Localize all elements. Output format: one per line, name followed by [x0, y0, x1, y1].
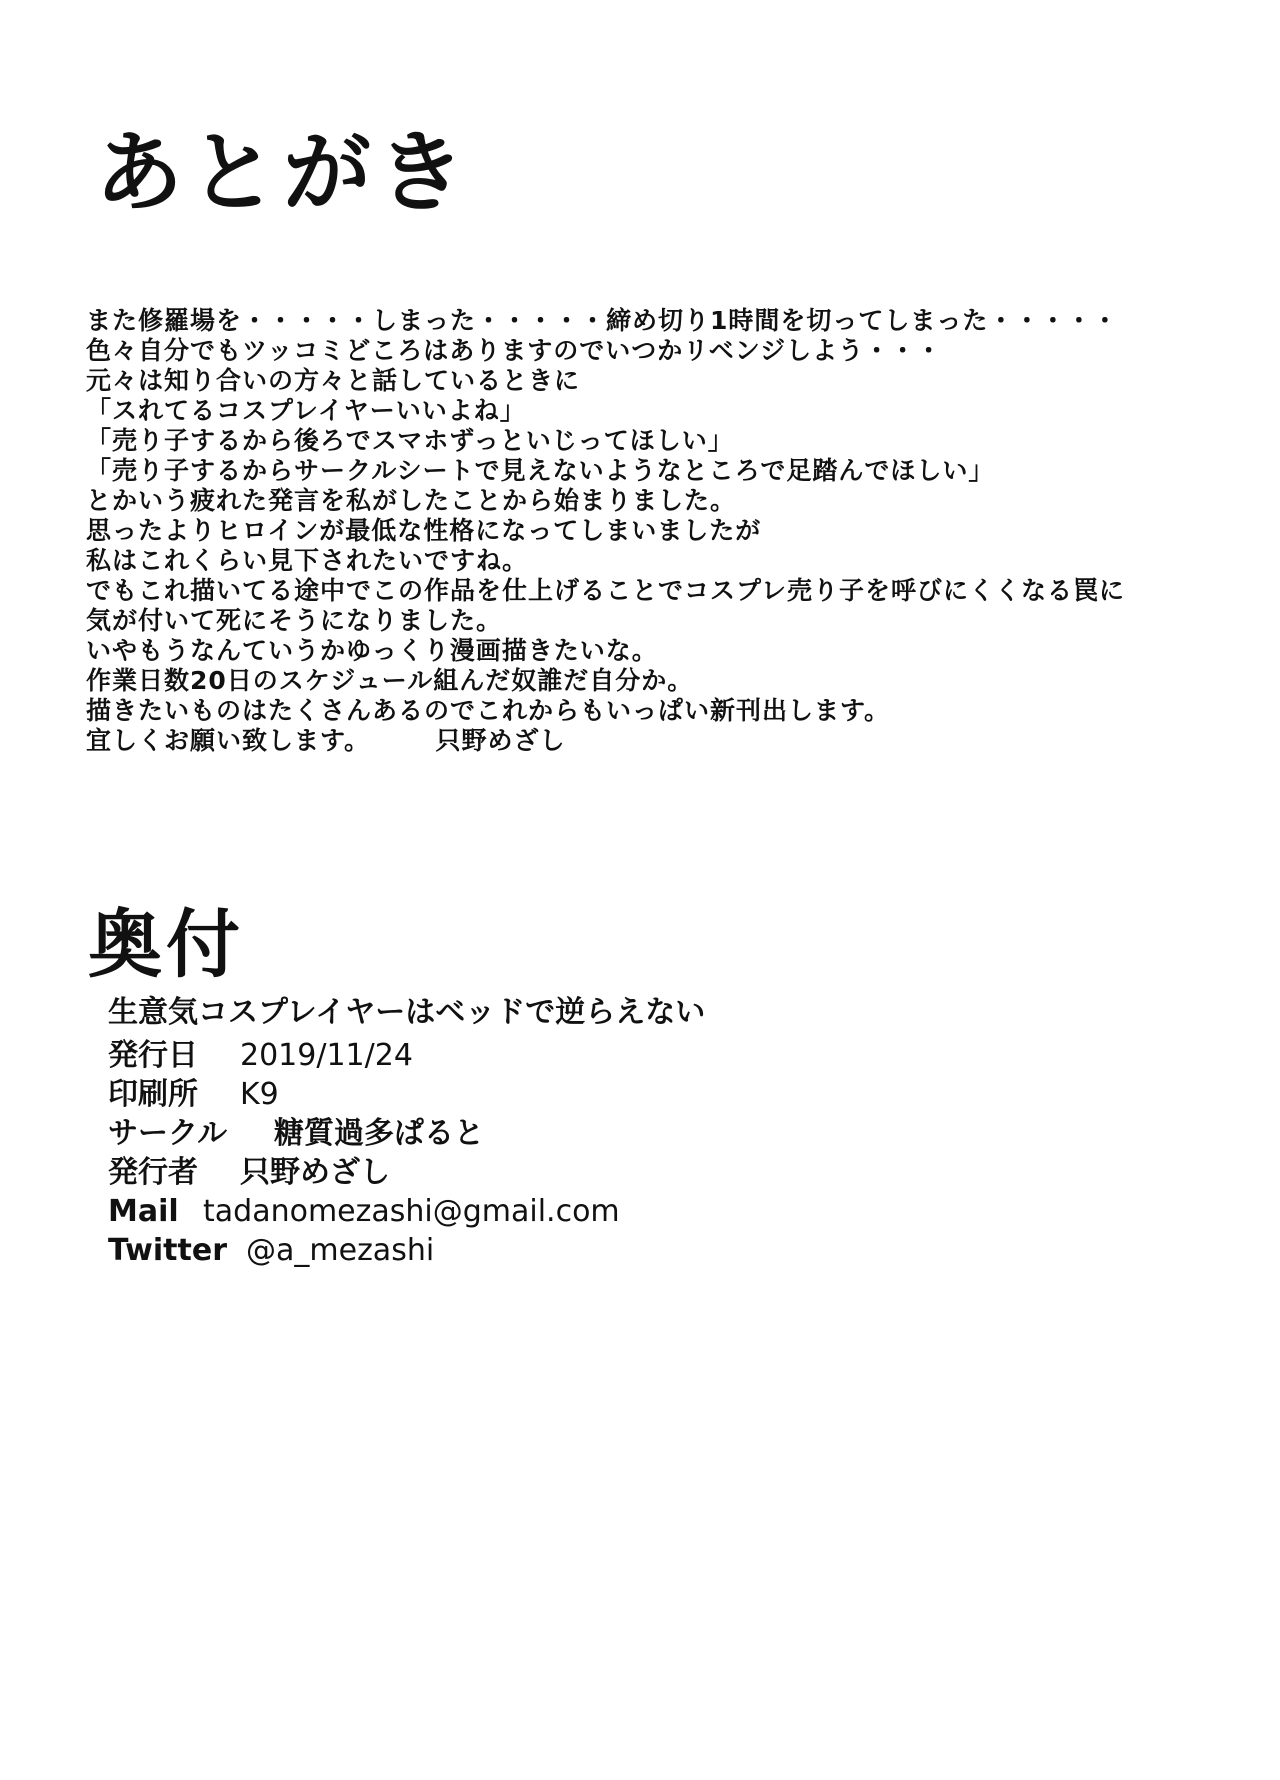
twitter-label: Twitter: [108, 1233, 227, 1268]
publish-date-label: 発行日: [108, 1038, 198, 1073]
afterword-line: 宜しくお願い致します。 只野めざし: [86, 726, 566, 755]
circle-value: 糖質過多ぱると: [274, 1116, 484, 1151]
afterword-line: とかいう疲れた発言を私がしたことから始まりました。: [86, 486, 737, 515]
afterword-line: 元々は知り合いの方々と話しているときに: [86, 366, 581, 395]
afterword-line: 思ったよりヒロインが最低な性格になってしまいましたが: [86, 516, 762, 545]
afterword-line: 色々自分でもツッコミどころはありますのでいつかリベンジしよう・・・: [86, 336, 943, 365]
publisher-label: 発行者: [108, 1155, 198, 1190]
mail-address: tadanomezashi@gmail.com: [203, 1194, 620, 1229]
afterword-line: いやもうなんていうかゆっくり漫画描きたいな。: [86, 636, 658, 665]
afterword-line: でもこれ描いてる途中でこの作品を仕上げることでコスプレ売り子を呼びにくくなる罠に: [86, 576, 1126, 605]
afterword-line: 描きたいものはたくさんあるのでこれからもいっぱい新刊出します。: [86, 696, 891, 725]
mail-row: [108, 1192, 620, 1231]
afterword-heading: あとがき: [95, 120, 472, 224]
circle-row: [108, 1114, 620, 1153]
printer-row: [108, 1075, 620, 1114]
colophon-heading: 奥付: [88, 902, 244, 988]
publisher-row: [108, 1153, 620, 1192]
afterword-line: 「売り子するから後ろでスマホずっといじってほしい」: [86, 426, 734, 455]
colophon-list: [108, 1036, 620, 1270]
afterword-line: 気が付いて死にそうになりました。: [86, 606, 503, 635]
afterword-line: 「売り子するからサークルシートで見えないようなところで足踏んでほしい」: [86, 456, 995, 485]
circle-label: サークル: [108, 1116, 228, 1151]
afterword-line: 私はこれくらい見下されたいですね。: [86, 546, 529, 575]
afterword-body: [86, 306, 1226, 756]
afterword-line: 「スれてるコスプレイヤーいいよね」: [86, 396, 526, 425]
twitter-handle: @a_mezashi: [246, 1233, 435, 1268]
printer-label: 印刷所: [108, 1077, 198, 1112]
publish-date-value: 2019/11/24: [240, 1038, 413, 1073]
book-title: 生意気コスプレイヤーはベッドで逆らえない: [108, 995, 706, 1030]
publish-date-row: [108, 1036, 620, 1075]
twitter-row: [108, 1231, 620, 1270]
afterword-line: 作業日数20日のスケジュール組んだ奴誰だ自分か。: [86, 666, 694, 695]
publisher-value: 只野めざし: [240, 1155, 390, 1190]
afterword-line: また修羅場を・・・・・しまった・・・・・締め切り1時間を切ってしまった・・・・・: [86, 306, 1119, 335]
printer-value: K9: [240, 1077, 279, 1112]
mail-label: Mail: [108, 1194, 179, 1229]
